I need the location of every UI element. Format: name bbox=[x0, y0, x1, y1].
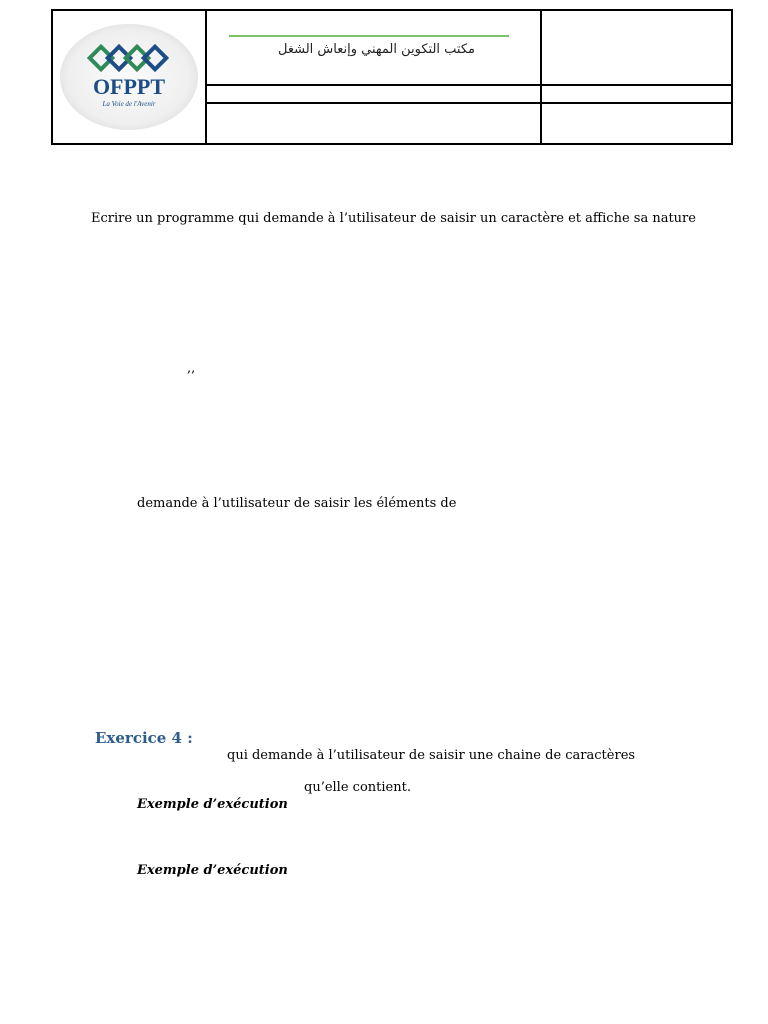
ofppt-logo bbox=[60, 24, 198, 130]
document-header-table bbox=[51, 9, 733, 145]
exercise-4-line-2: qu’elle contient. bbox=[304, 780, 411, 795]
logo-tagline: La Voie de l'Avenir bbox=[102, 100, 156, 108]
green-rule bbox=[229, 35, 509, 37]
quote-mark: ,, bbox=[187, 361, 196, 376]
example-label-2: Exemple d’exécution bbox=[137, 863, 288, 878]
logo-cell bbox=[52, 10, 206, 144]
exercise-text-2: demande à l’utilisateur de saisir les éléments de bbox=[137, 496, 457, 511]
header-cell-top-right bbox=[541, 10, 732, 85]
exercise-4-line-1: qui demande à l’utilisateur de saisir une chaine de caractères bbox=[227, 748, 636, 763]
exercise-text-1: Ecrire un programme qui demande à l’utilisateur de saisir un caractère et affiche sa nature bbox=[91, 211, 696, 226]
header-cell-bottom-center bbox=[206, 103, 541, 144]
header-cell-bottom-right bbox=[541, 103, 732, 144]
institution-title: مكتب التكوين المهني وإنعاش الشغل bbox=[278, 42, 475, 57]
exercise-4-heading: Exercice 4 : bbox=[95, 729, 193, 747]
example-label-1: Exemple d’exécution bbox=[137, 797, 288, 812]
header-cell-middle-right bbox=[541, 85, 732, 103]
logo-wordmark: OFPPT bbox=[92, 74, 166, 99]
institution-title-cell bbox=[206, 10, 541, 85]
ofppt-diamond-mark bbox=[87, 44, 171, 74]
header-cell-middle-center bbox=[206, 85, 541, 103]
